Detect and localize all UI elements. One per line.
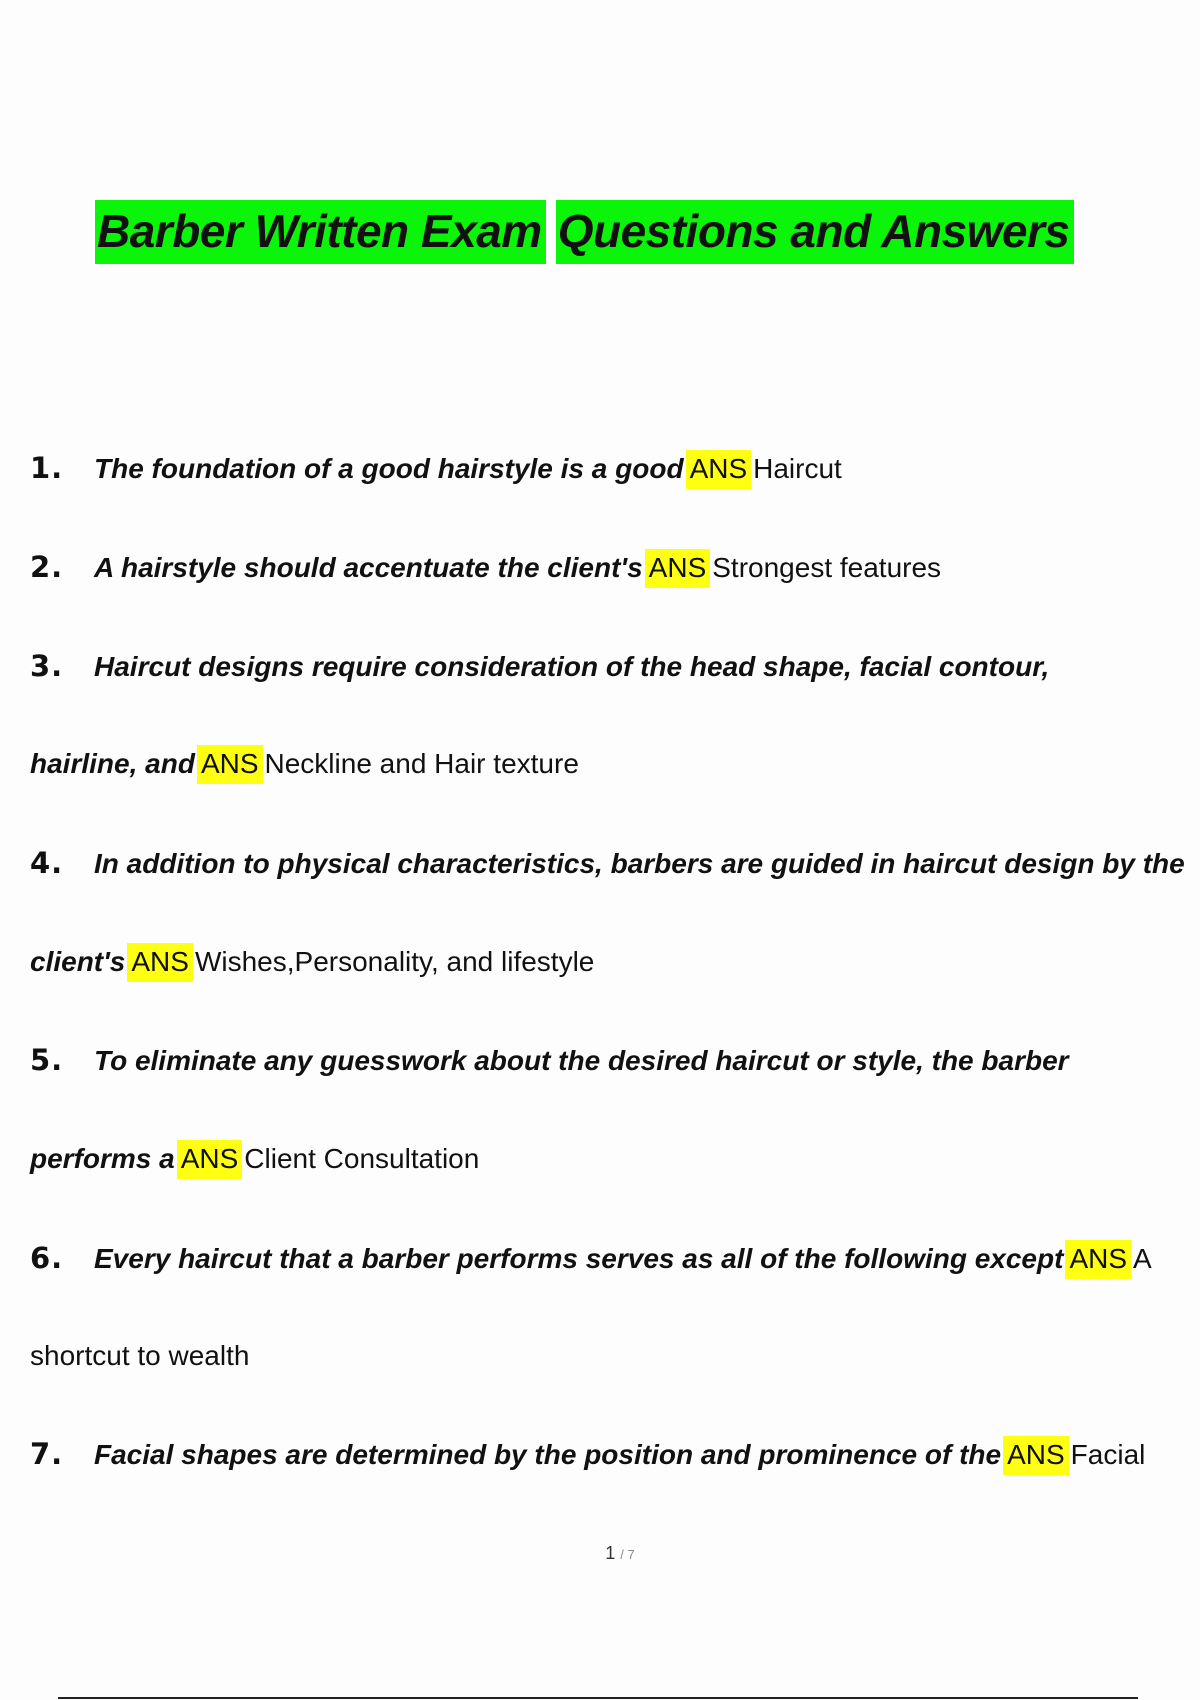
question-number: 2.: [30, 550, 64, 584]
ans-label: ANS: [1065, 1240, 1131, 1279]
page-bottom-divider: [58, 1697, 1138, 1699]
question-text: A hairstyle should accentuate the client's: [94, 552, 643, 583]
question-5-continued: [30, 1139, 479, 1179]
question-text-continued: client's: [30, 946, 126, 977]
ans-label: ANS: [645, 549, 711, 588]
question-5: [30, 1040, 1069, 1080]
ans-label: ANS: [686, 450, 752, 489]
question-text: In addition to physical characteristics, barbers are guided in haircut design by the: [94, 848, 1185, 879]
answer-text: Neckline and Hair texture: [264, 748, 579, 779]
total-pages: / 7: [620, 1547, 635, 1562]
ans-label: ANS: [197, 745, 263, 784]
question-7: [30, 1434, 1145, 1474]
ans-label: ANS: [1003, 1436, 1069, 1475]
question-text: Facial shapes are determined by the position and prominence of the: [94, 1439, 1002, 1470]
question-4-continued: [30, 942, 594, 982]
answer-text: A: [1133, 1243, 1152, 1274]
answer-text: Facial: [1070, 1439, 1146, 1470]
title-part-2: Questions and Answers: [556, 200, 1074, 264]
question-number: 3.: [30, 649, 64, 683]
question-2: [30, 547, 941, 587]
answer-text: Client Consultation: [244, 1143, 480, 1174]
question-number: 6.: [30, 1241, 64, 1275]
question-6-continued: [30, 1336, 249, 1376]
question-text: The foundation of a good hairstyle is a good: [94, 453, 684, 484]
page-counter: [0, 1543, 1200, 1564]
current-page: 1: [605, 1543, 616, 1563]
answer-text: Strongest features: [712, 552, 942, 583]
ans-label: ANS: [127, 943, 193, 982]
answer-text: Wishes,Personality, and lifestyle: [194, 946, 595, 977]
question-6: [30, 1238, 1152, 1278]
question-text-continued: performs a: [30, 1143, 175, 1174]
title-part-1: Barber Written Exam: [95, 200, 546, 264]
question-3-continued: [30, 744, 579, 784]
question-number: 5.: [30, 1043, 64, 1077]
question-text: Every haircut that a barber performs serves as all of the following except: [94, 1243, 1064, 1274]
question-number: 4.: [30, 846, 64, 880]
question-3: [30, 646, 1049, 686]
question-text-continued: hairline, and: [30, 748, 195, 779]
answer-text-continued: shortcut to wealth: [30, 1340, 250, 1371]
question-number: 1.: [30, 451, 64, 485]
ans-label: ANS: [177, 1140, 243, 1179]
page-title: [95, 197, 1074, 267]
answer-text: Haircut: [753, 453, 842, 484]
question-text: Haircut designs require consideration of the head shape, facial contour,: [94, 651, 1050, 682]
question-1: [30, 448, 842, 488]
question-text: To eliminate any guesswork about the desired haircut or style, the barber: [94, 1045, 1069, 1076]
question-4: [30, 843, 1185, 883]
question-number: 7.: [30, 1437, 64, 1471]
